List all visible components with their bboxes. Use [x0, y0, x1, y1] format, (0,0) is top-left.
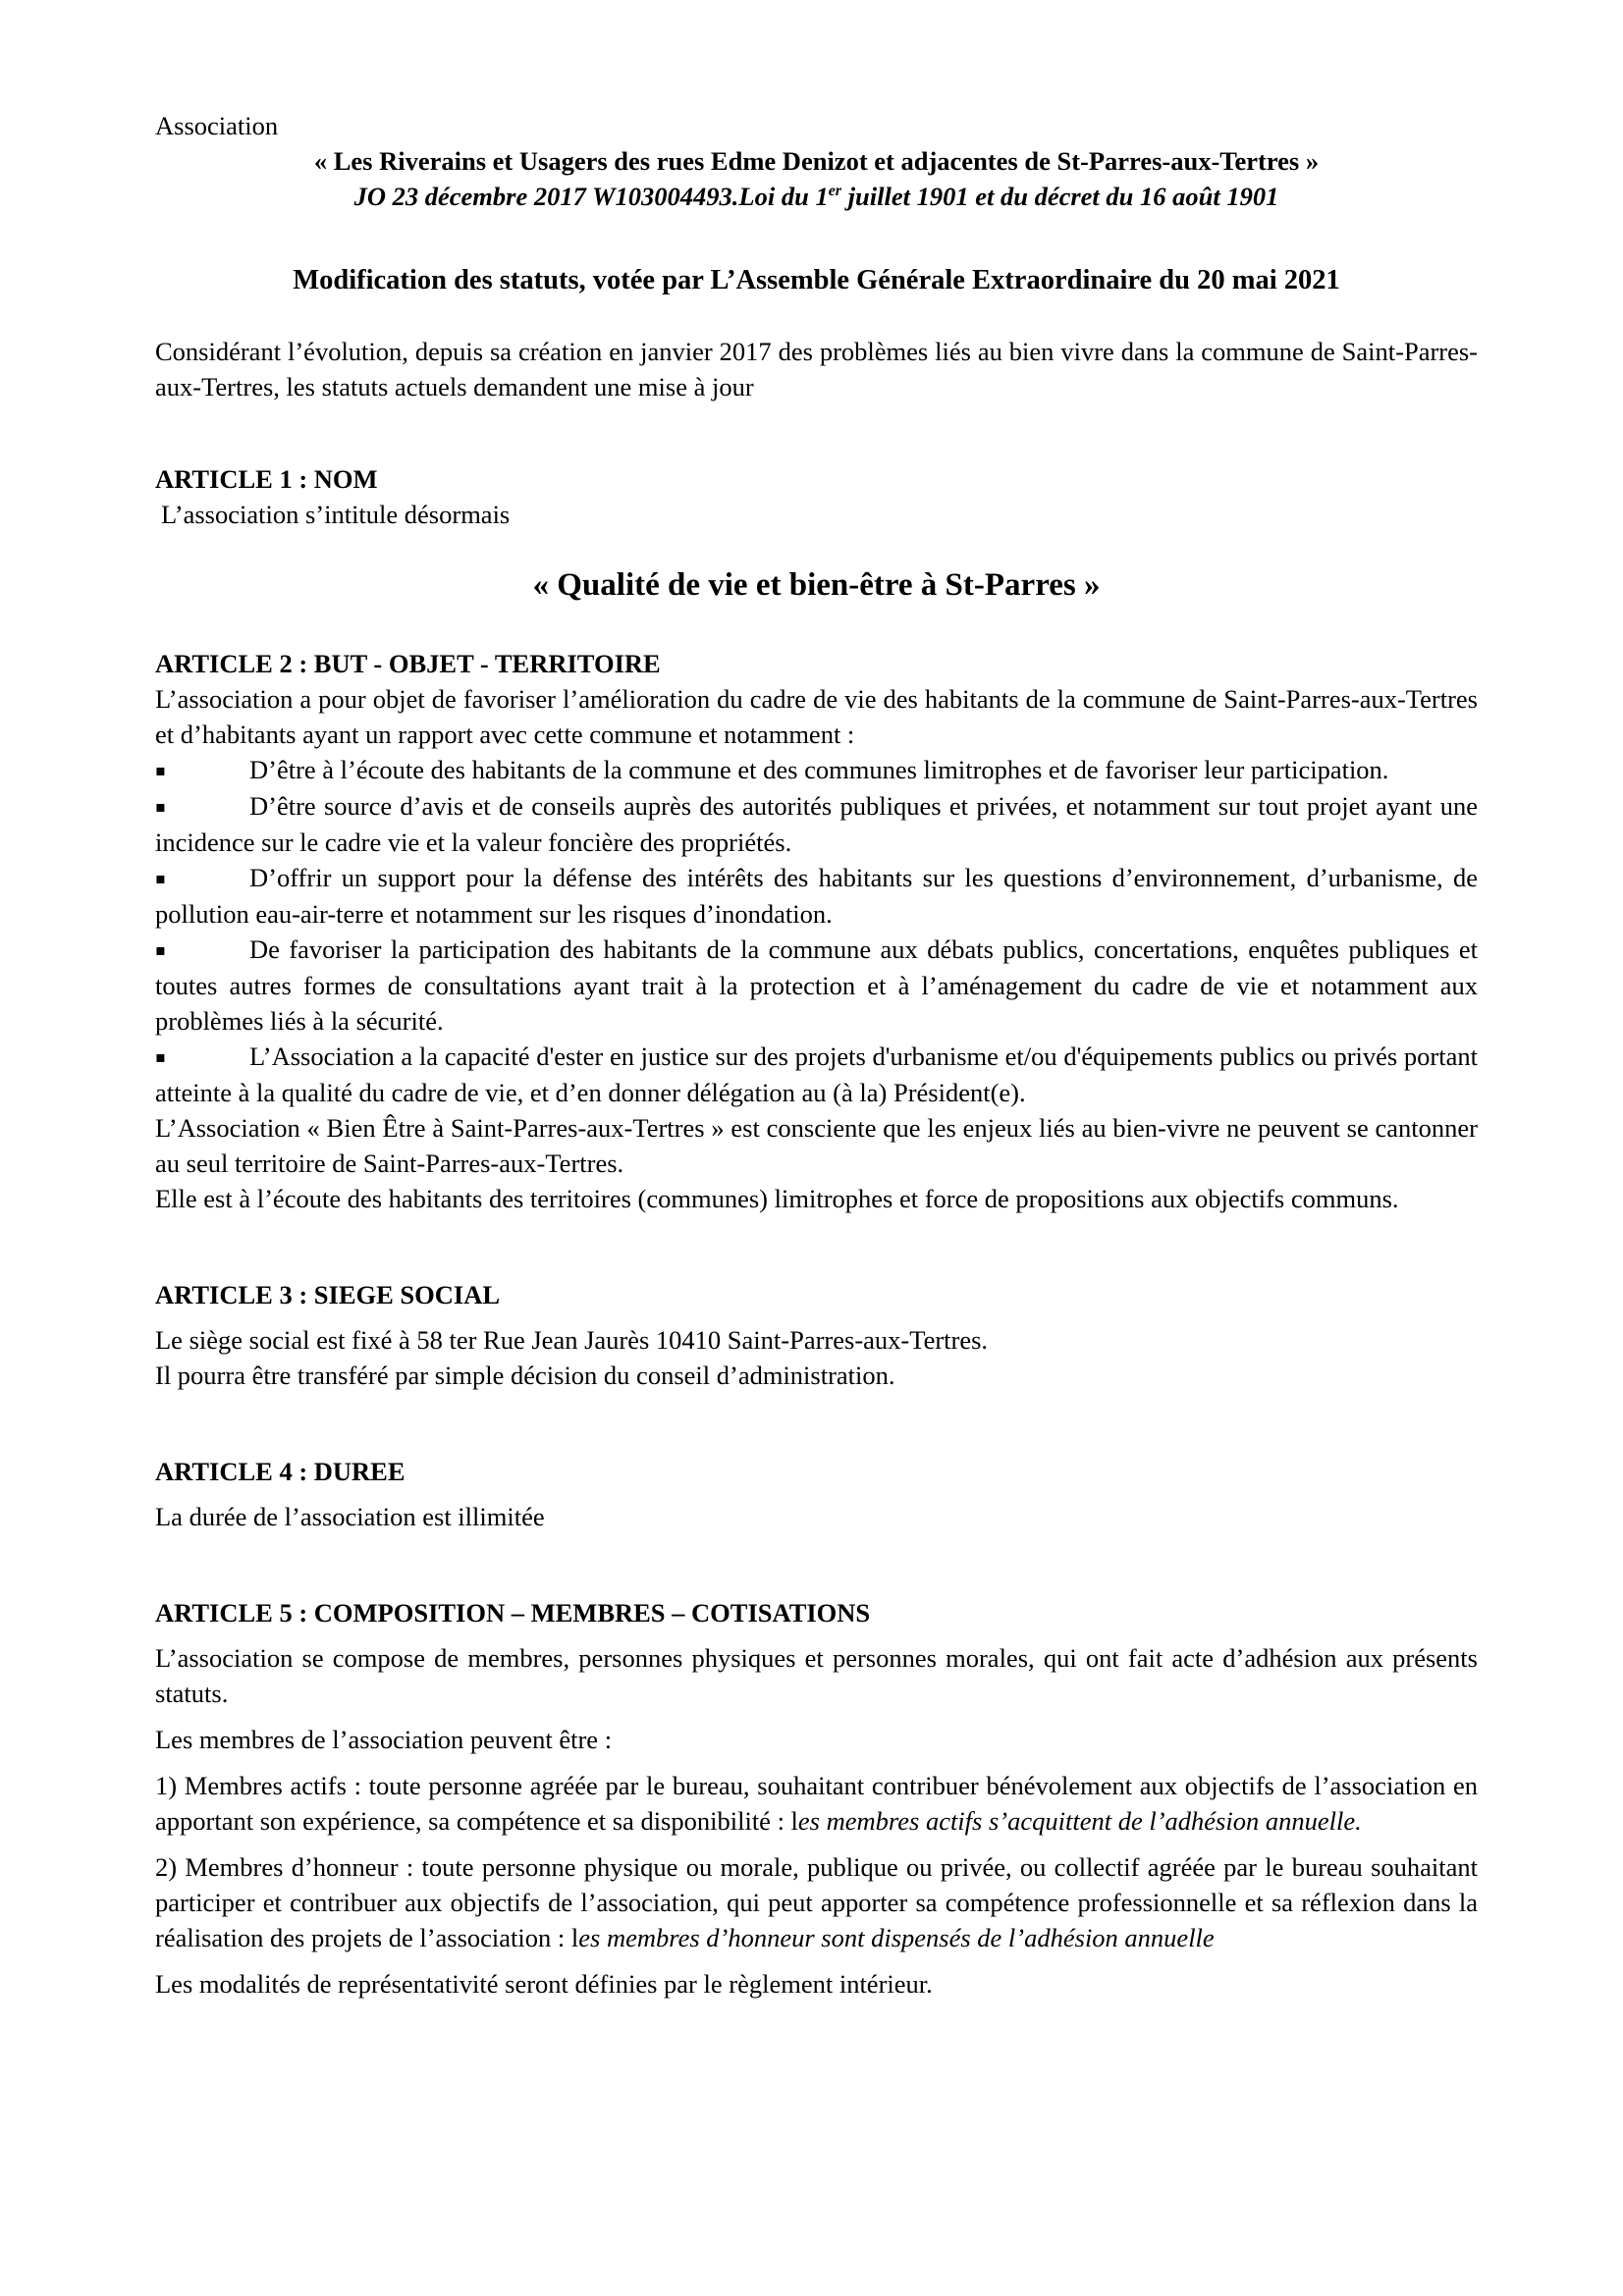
article-2-bullet [155, 788, 1478, 860]
paragraph-text: 1) Membres actifs : toute personne agréée par le bureau, souhaitant contribuer bénévolement aux objectifs de l’association en apportant son expérience, sa compétence et sa disponibilité : l [155, 1771, 1478, 1836]
article-5-heading: ARTICLE 5 : COMPOSITION – MEMBRES – COTISATIONS [155, 1598, 871, 1628]
association-label: Association [155, 111, 279, 140]
bullet-text: De favoriser la participation des habitants de la commune aux débats publics, concertations, enquêtes publiques et toutes autres formes de consultations ayant trait à la protection et à l’aménagement du cadre de vie et notamment aux problèmes liés à la sécurité. [155, 934, 1478, 1036]
article-5-paragraph-5: Les modalités de représentativité seront définies par le règlement intérieur. [155, 1969, 933, 1999]
jo-text-before: JO 23 décembre 2017 W103004493.Loi du 1 [353, 182, 829, 211]
article-2-heading: ARTICLE 2 : BUT - OBJET - TERRITOIRE [155, 649, 661, 678]
bullet-text: L’Association a la capacité d'ester en justice sur des projets d'urbanisme et/ou d'équipements publics ou privés portant atteinte à la qualité du cadre de vie, et d’en donner délégation au (à la) Président(e). [155, 1041, 1478, 1107]
bullet-text: D’offrir un support pour la défense des intérêts des habitants sur les questions d’environnement, d’urbanisme, de pollution eau-air-terre et notamment sur les risques d’inondation. [155, 863, 1478, 929]
article-4-text: La durée de l’association est illimitée [155, 1502, 545, 1531]
article-3-line-2: Il pourra être transféré par simple décision du conseil d’administration. [155, 1361, 895, 1390]
bullet-square-icon: ▪ [155, 869, 166, 887]
article-2-bullet [155, 752, 1478, 788]
bullet-text: D’être source d’avis et de conseils auprès des autorités publiques et privées, et notamment sur tout projet ayant une incidence sur le cadre vie et la valeur foncière des propriétés. [155, 791, 1478, 857]
article-3-heading: ARTICLE 3 : SIEGE SOCIAL [155, 1280, 501, 1309]
bullet-square-icon: ▪ [155, 1047, 166, 1066]
article-2-paragraph-1: L’Association « Bien Être à Saint-Parres-aux-Tertres » est consciente que les enjeux liés au bien-vivre ne peuvent se cantonner au seul territoire de Saint-Parres-aux-Tertres. [155, 1113, 1478, 1178]
article-3-line-1: Le siège social est fixé à 58 ter Rue Jean Jaurès 10410 Saint-Parres-aux-Tertres. [155, 1325, 989, 1355]
intro-paragraph: Considérant l’évolution, depuis sa création en janvier 2017 des problèmes liés au bien vivre dans la commune de Saint-Parres-aux-Tertres, les statuts actuels demandent une mise à jour [155, 337, 1478, 401]
bullet-square-icon: ▪ [155, 797, 166, 816]
bullet-text: D’être à l’écoute des habitants de la commune et des communes limitrophes et de favoriser leur participation. [249, 755, 1389, 784]
paragraph-italic-text: es membres actifs s’acquittent de l’adhésion annuelle. [797, 1806, 1362, 1836]
article-2-bullet [155, 1039, 1478, 1110]
article-2-bullet [155, 860, 1478, 932]
journal-officiel-line [155, 179, 1478, 214]
jo-text-after: juillet 1901 et du décret du 16 août 1901 [841, 182, 1279, 211]
article-1-heading: ARTICLE 1 : NOM [155, 464, 378, 494]
article-5-paragraph-3 [155, 1768, 1478, 1839]
article-5-paragraph-2: Les membres de l’association peuvent être : [155, 1725, 613, 1754]
article-5-paragraph-1: L’association se compose de membres, personnes physiques et personnes morales, qui ont fait acte d’adhésion aux présents statuts. [155, 1643, 1478, 1708]
association-name: « Les Riverains et Usagers des rues Edme Denizot et adjacentes de St-Parres-aux-Tertres » [313, 146, 1320, 176]
article-2-paragraph-2: Elle est à l’écoute des habitants des territoires (communes) limitrophes et force de propositions aux objectifs communs. [155, 1184, 1399, 1213]
article-1-text: L’association s’intitule désormais [161, 500, 511, 529]
bullet-square-icon: ▪ [155, 761, 166, 779]
bullet-square-icon: ▪ [155, 940, 166, 959]
document-title: Modification des statuts, votée par L’Assemble Générale Extraordinaire du 20 mai 2021 [293, 265, 1340, 295]
article-2-intro: L’association a pour objet de favoriser l’amélioration du cadre de vie des habitants de la commune de Saint-Parres-aux-Tertres et d’habitants ayant un rapport avec cette commune et notamment : [155, 684, 1478, 749]
paragraph-text: 2) Membres d’honneur : toute personne physique ou morale, publique ou privée, ou collectif agréée par le bureau souhaitant participer et contribuer aux objectifs de l’association, qui peut apporter sa compétence professionnelle et sa réflexion dans la réalisation des projets de l’association : l [155, 1852, 1478, 1952]
article-5-paragraph-4 [155, 1849, 1478, 1955]
paragraph-italic-text: es membres d’honneur sont dispensés de l’adhésion annuelle [578, 1923, 1215, 1952]
article-4-heading: ARTICLE 4 : DUREE [155, 1457, 406, 1486]
article-1-new-name: « Qualité de vie et bien-être à St-Parres » [532, 567, 1101, 603]
jo-superscript: er [828, 183, 842, 200]
article-2-bullet [155, 932, 1478, 1039]
